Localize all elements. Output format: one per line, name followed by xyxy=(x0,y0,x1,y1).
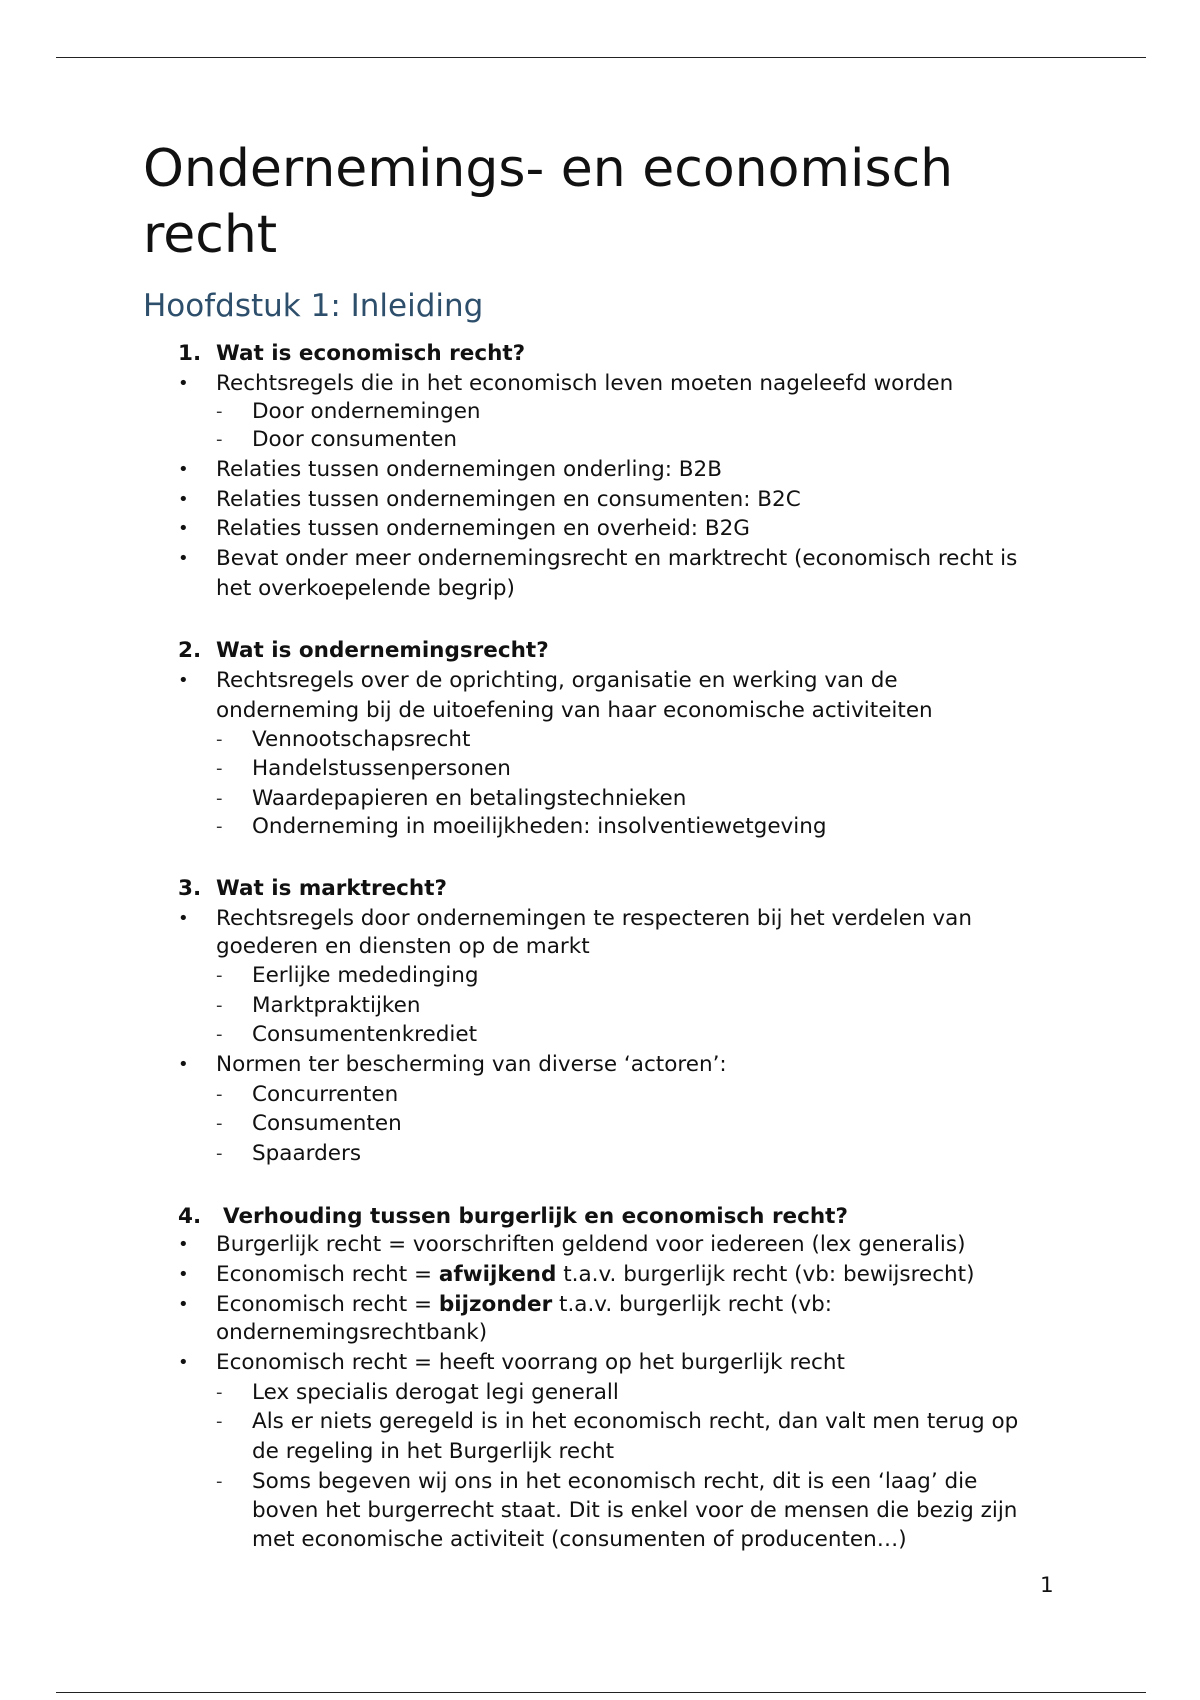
bullet-icon: • xyxy=(178,1264,189,1285)
chapter-heading: Hoofdstuk 1: Inleiding xyxy=(143,288,484,324)
sub-list-item: Consumentenkrediet xyxy=(252,1022,478,1047)
list-item: Rechtsregels die in het economisch leven moeten nageleefd worden xyxy=(216,371,954,396)
text-run: t.a.v. burgerlijk recht (vb: bewijsrecht) xyxy=(556,1262,975,1287)
dash-icon: - xyxy=(216,1411,223,1432)
list-item-continuation: goederen en diensten op de markt xyxy=(216,934,590,959)
dash-icon: - xyxy=(216,1113,223,1134)
bullet-icon: • xyxy=(178,459,189,480)
dash-icon: - xyxy=(216,1382,223,1403)
dash-icon: - xyxy=(216,1143,223,1164)
list-item: Relaties tussen ondernemingen onderling: B2B xyxy=(216,457,722,482)
document-title: Ondernemings- en economisch recht xyxy=(143,139,954,265)
bullet-icon: • xyxy=(178,489,189,510)
sub-list-item: Spaarders xyxy=(252,1141,362,1166)
section-number: 2. xyxy=(178,638,202,663)
section-number: 3. xyxy=(178,876,202,901)
sub-list-item: Waardepapieren en betalingstechnieken xyxy=(252,786,687,811)
sub-list-item: Handelstussenpersonen xyxy=(252,756,511,781)
list-item: Normen ter bescherming van diverse ‘actoren’: xyxy=(216,1052,727,1077)
section-number: 1. xyxy=(178,341,202,366)
sub-list-item: Eerlijke mededinging xyxy=(252,963,479,988)
sub-list-item: Consumenten xyxy=(252,1111,402,1136)
list-item-continuation: ondernemingsrechtbank) xyxy=(216,1320,488,1345)
dash-icon: - xyxy=(216,1471,223,1492)
dash-icon: - xyxy=(216,1024,223,1045)
bullet-icon: • xyxy=(178,548,189,569)
bullet-icon: • xyxy=(178,1234,189,1255)
bullet-icon: • xyxy=(178,1352,189,1373)
sub-list-item: Als er niets geregeld is in het economisch recht, dan valt men terug op xyxy=(252,1409,1019,1434)
page-number: 1 xyxy=(1040,1573,1054,1598)
list-item-continuation: onderneming bij de uitoefening van haar economische activiteiten xyxy=(216,698,933,723)
dash-icon: - xyxy=(216,729,223,750)
dash-icon: - xyxy=(216,429,223,450)
sub-list-item: Lex specialis derogat legi generall xyxy=(252,1380,619,1405)
section-number: 4. xyxy=(178,1204,202,1229)
bullet-icon: • xyxy=(178,1294,189,1315)
bullet-icon: • xyxy=(178,373,189,394)
dash-icon: - xyxy=(216,995,223,1016)
bullet-icon: • xyxy=(178,1054,189,1075)
section-heading: Wat is marktrecht? xyxy=(216,876,447,901)
dash-icon: - xyxy=(216,965,223,986)
bullet-icon: • xyxy=(178,908,189,929)
sub-list-item-continuation: de regeling in het Burgerlijk recht xyxy=(252,1439,615,1464)
sub-list-item-continuation: met economische activiteit (consumenten of producenten…) xyxy=(252,1527,907,1552)
text-run: t.a.v. burgerlijk recht (vb: xyxy=(552,1292,832,1317)
list-item: Burgerlijk recht = voorschriften geldend voor iedereen (lex generalis) xyxy=(216,1232,966,1257)
text-run: Economisch recht = xyxy=(216,1292,439,1317)
list-item: Relaties tussen ondernemingen en consumenten: B2C xyxy=(216,487,801,512)
bullet-icon: • xyxy=(178,518,189,539)
sub-list-item: Door consumenten xyxy=(252,427,458,452)
sub-list-item: Concurrenten xyxy=(252,1082,399,1107)
text-run: Economisch recht = xyxy=(216,1262,439,1287)
list-item xyxy=(216,1291,832,1319)
list-item: Bevat onder meer ondernemingsrecht en marktrecht (economisch recht is xyxy=(216,546,1018,571)
dash-icon: - xyxy=(216,1084,223,1105)
dash-icon: - xyxy=(216,816,223,837)
list-item: Relaties tussen ondernemingen en overheid: B2G xyxy=(216,516,750,541)
dash-icon: - xyxy=(216,788,223,809)
dash-icon: - xyxy=(216,401,223,422)
emphasis-text: bijzonder xyxy=(438,1292,553,1317)
sub-list-item: Onderneming in moeilijkheden: insolventiewetgeving xyxy=(252,814,827,839)
bullet-icon: • xyxy=(178,670,189,691)
list-item: Rechtsregels door ondernemingen te respecteren bij het verdelen van xyxy=(216,906,972,931)
sub-list-item: Marktpraktijken xyxy=(252,993,421,1018)
section-heading: Wat is economisch recht? xyxy=(216,341,526,366)
section-heading: Wat is ondernemingsrecht? xyxy=(216,638,549,663)
list-item-continuation: het overkoepelende begrip) xyxy=(216,576,515,601)
list-item xyxy=(216,1261,974,1289)
sub-list-item: Door ondernemingen xyxy=(252,399,481,424)
dash-icon: - xyxy=(216,758,223,779)
footer-rule xyxy=(56,1692,1146,1693)
list-item: Economisch recht = heeft voorrang op het burgerlijk recht xyxy=(216,1350,845,1375)
sub-list-item: Soms begeven wij ons in het economisch recht, dit is een ‘laag’ die xyxy=(252,1469,978,1494)
sub-list-item-continuation: boven het burgerrecht staat. Dit is enkel voor de mensen die bezig zijn xyxy=(252,1498,1018,1523)
emphasis-text: afwijkend xyxy=(438,1262,557,1287)
list-item: Rechtsregels over de oprichting, organisatie en werking van de xyxy=(216,668,898,693)
section-heading: Verhouding tussen burgerlijk en economisch recht? xyxy=(223,1204,848,1229)
sub-list-item: Vennootschapsrecht xyxy=(252,727,471,752)
